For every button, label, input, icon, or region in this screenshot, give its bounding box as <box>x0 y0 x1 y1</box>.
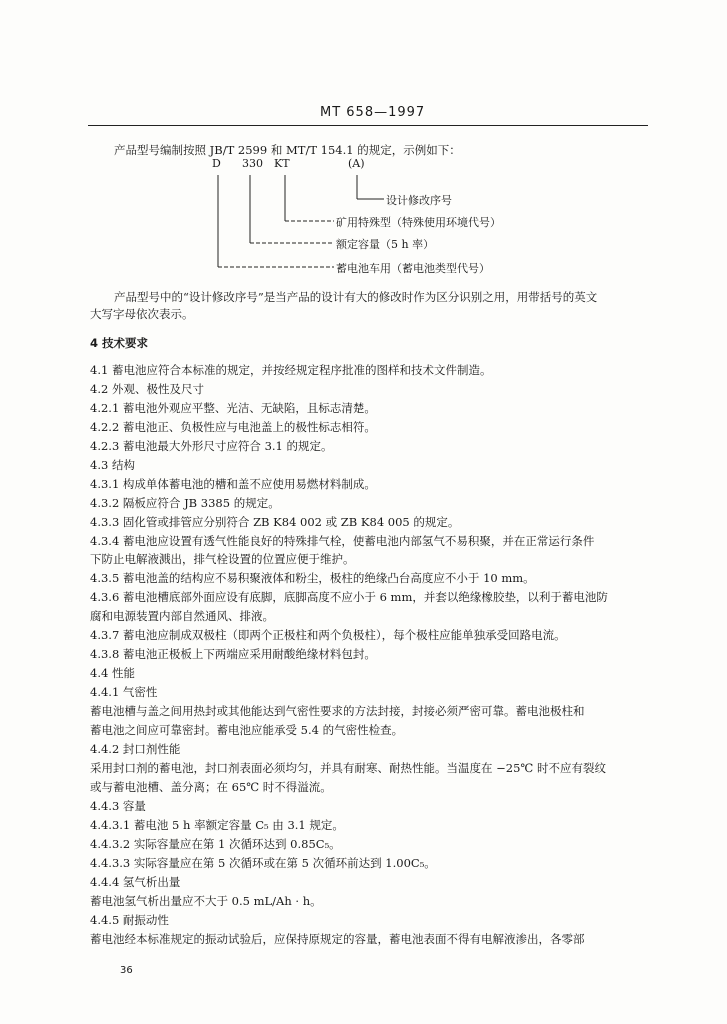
clause-line: 4.2.1 蓄电池外观应平整、光洁、无缺陷，且标志清楚。 <box>90 401 376 415</box>
clause-line: 或与蓄电池槽、盖分离；在 65℃ 时不得溢流。 <box>90 780 332 794</box>
clause-line: 4.3.4 蓄电池应设置有透气性能良好的特殊排气栓，使蓄电池内部氢气不易积聚，并在正常运行条件 <box>90 534 595 548</box>
revision-paragraph-line: 大写字母依次表示。 <box>90 307 194 321</box>
label-capacity: 额定容量（5 h 率） <box>336 238 435 251</box>
code-type: D <box>212 157 221 170</box>
page-number: 36 <box>120 965 133 976</box>
header-rule <box>88 125 648 126</box>
label-type: 蓄电池车用（蓄电池类型代号） <box>336 262 490 275</box>
clause-line: 下防止电解液溅出，排气栓设置的位置应便于维护。 <box>90 552 355 566</box>
clause-line: 4.4.3.2 实际容量应在第 1 次循环达到 0.85C₅。 <box>90 837 341 851</box>
code-special: KT <box>274 157 290 170</box>
section-heading: 4 技术要求 <box>90 336 149 350</box>
clause-line: 4.3.7 蓄电池应制成双极柱（即两个正极柱和两个负极柱），每个极柱应能单独承受回路电流。 <box>90 628 566 642</box>
clause-line: 4.4 性能 <box>90 666 135 680</box>
clause-line: 蓄电池经本标准规定的振动试验后，应保持原规定的容量，蓄电池表面不得有电解液渗出，各零部 <box>90 932 585 946</box>
clause-line: 4.2 外观、极性及尺寸 <box>90 382 204 396</box>
clause-line: 采用封口剂的蓄电池，封口剂表面必须均匀，并具有耐寒、耐热性能。当温度在 −25℃ 时不应有裂纹 <box>90 761 606 775</box>
clause-line: 4.3.1 构成单体蓄电池的槽和盖不应使用易燃材料制成。 <box>90 477 376 491</box>
model-code-diagram <box>210 157 540 282</box>
clause-line: 4.3.6 蓄电池槽底部外面应设有底脚，底脚高度不应小于 6 mm，并套以绝缘橡胶垫，以利于蓄电池防 <box>90 590 608 604</box>
clause-line: 4.4.5 耐振动性 <box>90 913 169 927</box>
label-revision: 设计修改序号 <box>386 194 452 207</box>
clause-line: 4.3 结构 <box>90 458 135 472</box>
code-capacity: 330 <box>242 157 263 170</box>
clause-line: 蓄电池氢气析出量应不大于 0.5 mL/Ah · h。 <box>90 894 322 908</box>
clause-line: 蓄电池槽与盖之间用热封或其他能达到气密性要求的方法封接，封接必须严密可靠。蓄电池极柱和 <box>90 704 585 718</box>
clause-line: 4.3.2 隔板应符合 JB 3385 的规定。 <box>90 496 280 510</box>
clause-line: 4.4.3.3 实际容量应在第 5 次循环或在第 5 次循环前达到 1.00C₅。 <box>90 856 436 870</box>
clause-line: 蓄电池之间应可靠密封。蓄电池应能承受 5.4 的气密性检查。 <box>90 723 404 737</box>
clause-line: 4.4.3.1 蓄电池 5 h 率额定容量 C₅ 由 3.1 规定。 <box>90 818 344 832</box>
intro-text: 产品型号编制按照 JB/T 2599 和 MT/T 154.1 的规定，示例如下： <box>114 143 461 157</box>
clause-line: 4.4.4 氢气析出量 <box>90 875 181 889</box>
clause-line: 4.2.3 蓄电池最大外形尺寸应符合 3.1 的规定。 <box>90 439 333 453</box>
standard-code: MT 658—1997 <box>320 105 426 120</box>
clause-line: 4.3.5 蓄电池盖的结构应不易积聚液体和粉尘，极柱的绝缘凸台高度应不小于 10 mm。 <box>90 571 535 585</box>
clause-line: 4.4.3 容量 <box>90 799 146 813</box>
revision-paragraph-line: 产品型号中的“设计修改序号”是当产品的设计有大的修改时作为区分识别之用，用带括号的英文 <box>114 290 598 304</box>
code-revision: (A) <box>348 157 365 170</box>
clause-line: 4.4.2 封口剂性能 <box>90 742 181 756</box>
clause-line: 4.3.3 固化管或排管应分别符合 ZB K84 002 或 ZB K84 005 的规定。 <box>90 515 460 529</box>
clause-line: 4.3.8 蓄电池正极板上下两端应采用耐酸绝缘材料包封。 <box>90 647 376 661</box>
clause-line: 4.4.1 气密性 <box>90 685 158 699</box>
clause-line: 4.1 蓄电池应符合本标准的规定，并按经规定程序批准的图样和技术文件制造。 <box>90 363 492 377</box>
label-special: 矿用特殊型（特殊使用环境代号） <box>336 216 501 229</box>
clause-line: 腐和电源装置内部自然通风、排液。 <box>90 609 274 623</box>
clause-line: 4.2.2 蓄电池正、负极性应与电池盖上的极性标志相符。 <box>90 420 376 434</box>
